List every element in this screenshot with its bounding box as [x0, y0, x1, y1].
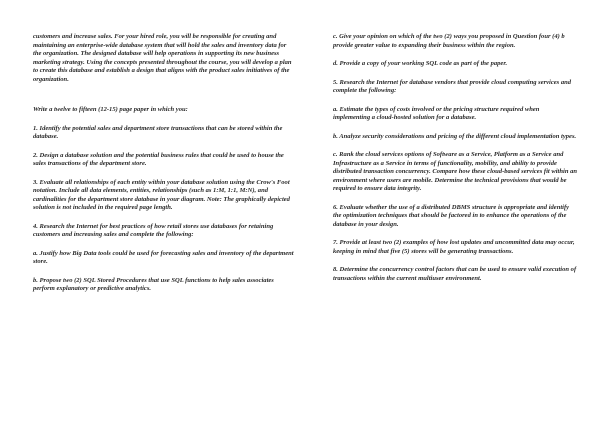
left-column [33, 33, 295, 304]
requirement-7: 7. Provide at least two (2) examples of how lost updates and uncommitted data may occur, keeping in mind that five (5) stores will be generating transactions. [333, 239, 575, 255]
requirement-4d: d. Provide a copy of your working SQL code as part of the paper. [333, 60, 508, 67]
requirement-3: 3. Evaluate all relationships of each entity within your database solution using the Crow's Foot notation. Include all data elements, entities, relationships (such as 1:M, 1:1, M:N), and cardinalities for the department store database in your diagram. Note: The graphically depicted solution is not included in the required page length. [33, 178, 290, 211]
requirement-8: 8. Determine the concurrency control factors that can be used to ensure valid execution of transactions within the current multiuser environment. [333, 266, 577, 282]
requirement-5b: b. Analyze security considerations and pricing of the different cloud implementation types. [333, 132, 577, 140]
requirement-6: 6. Evaluate whether the use of a distributed DBMS structure is appropriate and identify the optimization techniques that should be factored in to enhance the operations of the database in your design. [333, 203, 570, 228]
requirement-4b: b. Propose two (2) SQL Stored Procedures that use SQL functions to help sales associates perform explanatory or predictive analytics. [33, 276, 274, 292]
requirement-5: 5. Research the Internet for database vendors that provide cloud computing services and complete the following: [333, 78, 572, 94]
requirement-4a: a. Justify how Big Data tools could be used for forecasting sales and inventory of the department store. [33, 249, 294, 265]
requirement-5c: c. Rank the cloud services options of Software as a Service, Platform as a Service and Infrastructure as a Service in terms of functionality, mobility, and ability to provide distributed transaction concurrency. Compare how these cloud-based services fit within an environment where users are mobile. Determine the technical provisions that would be required to ensure data integrity. [333, 151, 578, 192]
right-column [333, 33, 578, 293]
assignment-lead: Write a twelve to fifteen (12-15) page paper in which you: [33, 106, 188, 113]
requirement-1: 1. Identify the potential sales and department store transactions that can be stored within the database. [33, 124, 283, 140]
intro-paragraph: customers and increase sales. For your hired role, you will be responsible for creating and maintaining an enterprise-wide database system that will hold the sales and inventory data for the organization. The designed database will help operations in supporting its new business marketing strategy. Using the concepts presented throughout the course, you will develop a plan to create this database and establish a design that aligns with the product sales initiatives of the organization. [33, 33, 292, 83]
requirement-4c: c. Give your opinion on which of the two (2) ways you proposed in Question four (4) b provide greater value to expanding their business within the region. [333, 33, 565, 49]
requirement-5a: a. Estimate the types of costs involved or the pricing structure required when implementing a cloud-hosted solution for a database. [333, 105, 540, 121]
requirement-4: 4. Research the Internet for best practices of how retail stores use databases for retaining customers and increasing sales and complete the following: [33, 222, 274, 238]
requirement-2: 2. Design a database solution and the potential business rules that could be used to house the sales transactions of the department store. [33, 151, 284, 167]
